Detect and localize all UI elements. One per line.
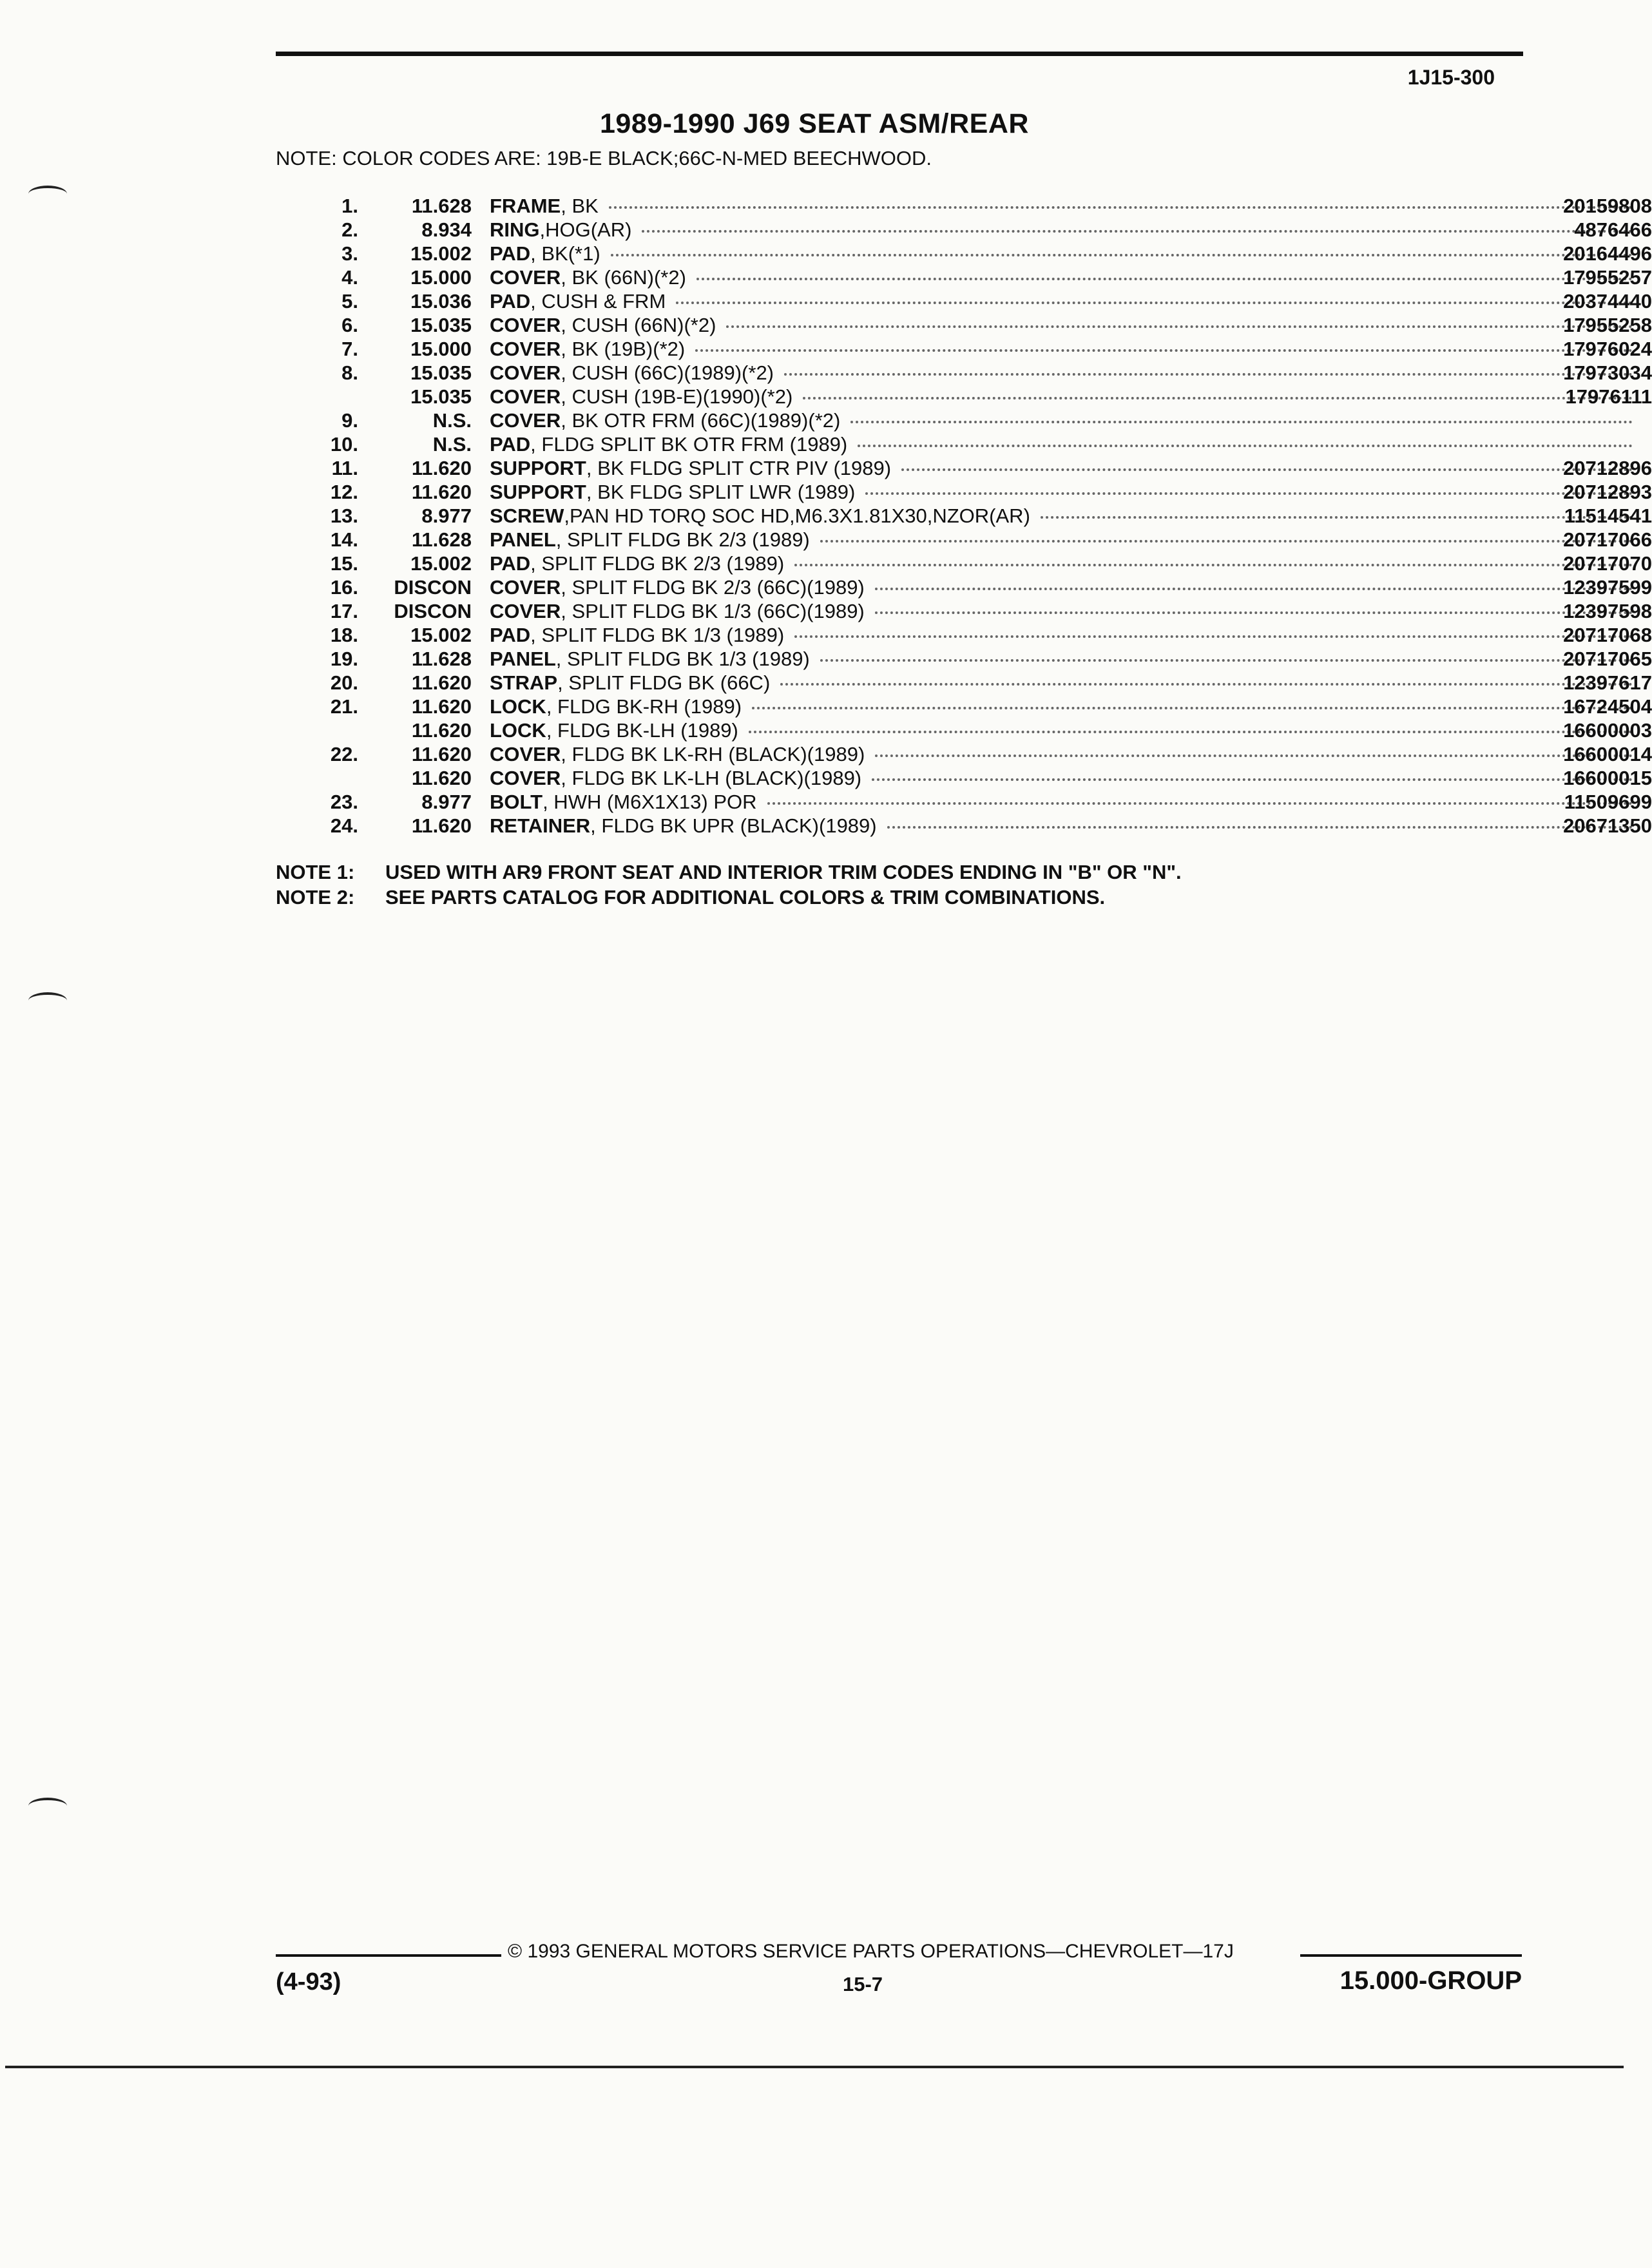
item-index: 11. bbox=[331, 457, 358, 479]
part-description bbox=[490, 528, 1639, 552]
part-description bbox=[490, 218, 1639, 242]
top-rule bbox=[276, 52, 1523, 56]
part-name: PAD bbox=[490, 290, 531, 312]
part-row bbox=[283, 552, 1652, 575]
part-name: COVER bbox=[490, 576, 561, 599]
dot-leader bbox=[803, 397, 1633, 399]
part-detail: , BK OTR FRM (66C)(1989)(*2) bbox=[561, 409, 841, 432]
footer-rule-right bbox=[1300, 1954, 1522, 1957]
group-number: 8.977 bbox=[421, 791, 472, 813]
part-name: COVER bbox=[490, 409, 561, 432]
part-detail: , FLDG BK-LH (1989) bbox=[546, 719, 738, 742]
dot-leader bbox=[749, 731, 1633, 733]
part-number: 12397598 bbox=[1563, 600, 1652, 622]
part-description bbox=[490, 504, 1639, 528]
part-name: COVER bbox=[490, 314, 561, 336]
part-description bbox=[490, 432, 1639, 456]
dot-leader bbox=[784, 373, 1633, 376]
part-description bbox=[490, 265, 1639, 289]
part-name: PAD bbox=[490, 433, 531, 456]
part-row bbox=[283, 766, 1652, 790]
part-number: 17976111 bbox=[1565, 385, 1652, 408]
dot-leader bbox=[820, 659, 1633, 662]
item-index: 18. bbox=[330, 624, 358, 646]
part-detail: , BK bbox=[561, 195, 599, 217]
group-number: DISCON bbox=[394, 600, 472, 622]
part-name: COVER bbox=[490, 361, 561, 384]
part-name: PANEL bbox=[490, 528, 556, 551]
part-name: SUPPORT bbox=[490, 457, 586, 479]
item-index: 15. bbox=[330, 552, 358, 575]
page-code: 1J15-300 bbox=[1407, 66, 1495, 89]
part-name: COVER bbox=[490, 743, 561, 765]
part-name: PAD bbox=[490, 242, 531, 265]
part-row bbox=[283, 337, 1652, 361]
part-name: COVER bbox=[490, 266, 561, 289]
part-name: PAD bbox=[490, 552, 531, 575]
punch-hole-mark bbox=[28, 186, 67, 202]
part-name: FRAME bbox=[490, 195, 561, 217]
part-detail: , BK (66N)(*2) bbox=[561, 266, 686, 289]
part-row bbox=[283, 289, 1652, 313]
part-name: COVER bbox=[490, 600, 561, 622]
part-row bbox=[283, 242, 1652, 265]
part-description bbox=[490, 242, 1639, 265]
part-row bbox=[283, 528, 1652, 552]
part-detail: , SPLIT FLDG BK 2/3 (1989) bbox=[530, 552, 785, 575]
item-index: 21. bbox=[330, 695, 358, 718]
group-number: N.S. bbox=[432, 433, 472, 456]
part-row bbox=[283, 456, 1652, 480]
item-index: 17. bbox=[330, 600, 358, 622]
part-description bbox=[490, 599, 1639, 623]
part-description bbox=[490, 814, 1639, 838]
part-description bbox=[490, 480, 1639, 504]
part-number: 16600014 bbox=[1563, 743, 1652, 765]
bottom-rule bbox=[5, 2066, 1624, 2068]
note-line bbox=[276, 885, 1182, 910]
item-index: 3. bbox=[341, 242, 358, 265]
note-label: NOTE 2: bbox=[276, 886, 355, 908]
part-row bbox=[283, 623, 1652, 647]
part-name: PAD bbox=[490, 624, 531, 646]
group-number: 11.620 bbox=[411, 767, 472, 789]
part-row bbox=[283, 361, 1652, 385]
group-number: 11.628 bbox=[411, 528, 472, 551]
part-detail: , SPLIT FLDG BK 1/3 (1989) bbox=[530, 624, 785, 646]
item-index: 24. bbox=[330, 814, 358, 837]
part-description bbox=[490, 289, 1639, 313]
group-number: 11.620 bbox=[411, 481, 472, 503]
part-name: RING bbox=[490, 218, 540, 241]
part-name: SUPPORT bbox=[490, 481, 586, 503]
dot-leader bbox=[609, 206, 1633, 209]
dot-leader bbox=[820, 540, 1633, 543]
group-code: 15.000-GROUP bbox=[1340, 1966, 1522, 1995]
group-number: 15.035 bbox=[410, 385, 472, 408]
group-number: 11.620 bbox=[411, 457, 472, 479]
part-number: 20717065 bbox=[1563, 648, 1652, 670]
part-detail: , CUSH (19B-E)(1990)(*2) bbox=[561, 385, 793, 408]
part-number: 17973034 bbox=[1563, 361, 1652, 384]
part-detail: ,PAN HD TORQ SOC HD,M6.3X1.81X30,NZOR(AR) bbox=[564, 505, 1030, 527]
part-number: 20374440 bbox=[1563, 290, 1652, 312]
part-description bbox=[490, 552, 1639, 575]
note-line bbox=[276, 860, 1182, 885]
part-description bbox=[490, 742, 1639, 766]
part-detail: , SPLIT FLDG BK 2/3 (1989) bbox=[555, 528, 810, 551]
footnotes bbox=[276, 860, 1182, 910]
part-description bbox=[490, 337, 1639, 361]
group-number: 11.620 bbox=[411, 695, 472, 718]
part-name: COVER bbox=[490, 385, 561, 408]
group-number: 8.977 bbox=[421, 505, 472, 527]
part-detail: , FLDG BK LK-RH (BLACK)(1989) bbox=[561, 743, 865, 765]
part-name: LOCK bbox=[490, 719, 546, 742]
part-description bbox=[490, 718, 1639, 742]
group-number: 15.000 bbox=[410, 266, 472, 289]
part-number: 20717066 bbox=[1563, 528, 1652, 551]
part-number: 16600003 bbox=[1563, 719, 1652, 742]
part-row bbox=[283, 575, 1652, 599]
part-number: 12397617 bbox=[1563, 671, 1652, 694]
part-row bbox=[283, 695, 1652, 718]
part-number: 11509699 bbox=[1564, 791, 1652, 813]
part-detail: , BK (19B)(*2) bbox=[561, 338, 686, 360]
part-description bbox=[490, 790, 1639, 814]
part-number: 20164496 bbox=[1563, 242, 1652, 265]
part-description bbox=[490, 194, 1639, 218]
part-description bbox=[490, 361, 1639, 385]
part-name: PANEL bbox=[490, 648, 556, 670]
dot-leader bbox=[676, 302, 1633, 304]
dot-leader bbox=[794, 635, 1633, 638]
group-number: 11.628 bbox=[411, 648, 472, 670]
dot-leader bbox=[726, 325, 1633, 328]
part-detail: , FLDG BK LK-LH (BLACK)(1989) bbox=[561, 767, 862, 789]
part-description bbox=[490, 623, 1639, 647]
part-name: STRAP bbox=[490, 671, 558, 694]
part-detail: , BK FLDG SPLIT CTR PIV (1989) bbox=[586, 457, 892, 479]
group-number: 15.002 bbox=[410, 624, 472, 646]
part-detail: , BK(*1) bbox=[530, 242, 600, 265]
part-row bbox=[283, 218, 1652, 242]
group-number: 15.035 bbox=[410, 361, 472, 384]
part-name: SCREW bbox=[490, 505, 564, 527]
part-description bbox=[490, 766, 1639, 790]
group-number: 8.934 bbox=[421, 218, 472, 241]
page-title: 1989-1990 J69 SEAT ASM/REAR bbox=[600, 108, 1029, 139]
group-number: 15.036 bbox=[410, 290, 472, 312]
item-index: 8. bbox=[341, 361, 358, 384]
part-description bbox=[490, 647, 1639, 671]
note-text: SEE PARTS CATALOG FOR ADDITIONAL COLORS & TRIM COMBINATIONS. bbox=[385, 886, 1106, 908]
part-name: BOLT bbox=[490, 791, 543, 813]
part-number: 17976024 bbox=[1563, 338, 1652, 360]
group-number: 15.035 bbox=[410, 314, 472, 336]
part-detail: , SPLIT FLDG BK (66C) bbox=[557, 671, 771, 694]
part-row bbox=[283, 385, 1652, 408]
group-number: 15.000 bbox=[410, 338, 472, 360]
item-index: 16. bbox=[330, 576, 358, 599]
part-description bbox=[490, 575, 1639, 599]
part-row bbox=[283, 671, 1652, 695]
part-description bbox=[490, 313, 1639, 337]
dot-leader bbox=[611, 254, 1633, 256]
parts-list bbox=[283, 194, 1652, 838]
part-row bbox=[283, 432, 1521, 456]
item-index: 22. bbox=[330, 743, 358, 765]
item-index: 1. bbox=[341, 195, 358, 217]
part-name: LOCK bbox=[490, 695, 546, 718]
group-number: N.S. bbox=[432, 409, 472, 432]
part-detail: , SPLIT FLDG BK 1/3 (66C)(1989) bbox=[561, 600, 865, 622]
group-number: DISCON bbox=[394, 576, 472, 599]
group-number: 11.620 bbox=[411, 671, 472, 694]
dot-leader bbox=[695, 349, 1633, 352]
part-description bbox=[490, 408, 1639, 432]
copyright-line: © 1993 GENERAL MOTORS SERVICE PARTS OPERATIONS—CHEVROLET—17J bbox=[508, 1941, 1234, 1962]
dot-leader bbox=[780, 683, 1633, 686]
part-detail: ,HOG(AR) bbox=[539, 218, 632, 241]
item-index: 2. bbox=[341, 218, 358, 241]
item-index: 7. bbox=[341, 338, 358, 360]
part-detail: , SPLIT FLDG BK 2/3 (66C)(1989) bbox=[561, 576, 865, 599]
part-number: 20671350 bbox=[1563, 814, 1652, 837]
part-row bbox=[283, 313, 1652, 337]
part-number: 20159808 bbox=[1563, 195, 1652, 217]
item-index: 19. bbox=[330, 648, 358, 670]
part-detail: , FLDG SPLIT BK OTR FRM (1989) bbox=[530, 433, 848, 456]
dot-leader bbox=[850, 421, 1633, 423]
part-row bbox=[283, 647, 1652, 671]
part-row bbox=[283, 194, 1652, 218]
item-index: 4. bbox=[341, 266, 358, 289]
part-row bbox=[283, 265, 1652, 289]
part-row bbox=[283, 504, 1652, 528]
group-number: 11.620 bbox=[411, 719, 472, 742]
part-detail: , FLDG BK UPR (BLACK)(1989) bbox=[590, 814, 877, 837]
item-index: 12. bbox=[330, 481, 358, 503]
part-detail: , CUSH (66C)(1989)(*2) bbox=[561, 361, 774, 384]
page-number: 15-7 bbox=[843, 1973, 883, 1995]
item-index: 9. bbox=[341, 409, 358, 432]
part-number: 20712893 bbox=[1563, 481, 1652, 503]
part-number: 17955258 bbox=[1563, 314, 1652, 336]
part-number: 20712896 bbox=[1563, 457, 1652, 479]
part-number: 20717070 bbox=[1563, 552, 1652, 575]
item-index: 14. bbox=[330, 528, 358, 551]
item-index: 5. bbox=[341, 290, 358, 312]
item-index: 23. bbox=[330, 791, 358, 813]
dot-leader bbox=[858, 445, 1633, 447]
part-number: 12397599 bbox=[1563, 576, 1652, 599]
part-row bbox=[283, 790, 1652, 814]
part-description bbox=[490, 385, 1639, 408]
item-index: 13. bbox=[330, 505, 358, 527]
part-number: 20717068 bbox=[1563, 624, 1652, 646]
part-row bbox=[283, 814, 1652, 838]
group-number: 15.002 bbox=[410, 242, 472, 265]
part-row bbox=[283, 599, 1652, 623]
part-detail: , CUSH (66N)(*2) bbox=[561, 314, 716, 336]
item-index: 20. bbox=[330, 671, 358, 694]
part-row bbox=[283, 742, 1652, 766]
part-row bbox=[283, 408, 1521, 432]
part-description bbox=[490, 695, 1639, 718]
note-label: NOTE 1: bbox=[276, 861, 355, 883]
dot-leader bbox=[696, 278, 1633, 280]
part-number: 4876466 bbox=[1574, 218, 1652, 241]
part-description bbox=[490, 456, 1639, 480]
part-detail: , BK FLDG SPLIT LWR (1989) bbox=[586, 481, 856, 503]
dot-leader bbox=[642, 230, 1633, 233]
punch-hole-mark bbox=[28, 992, 67, 1009]
part-detail: , HWH (M6X1X13) POR bbox=[543, 791, 757, 813]
part-detail: , FLDG BK-RH (1989) bbox=[546, 695, 742, 718]
part-name: RETAINER bbox=[490, 814, 591, 837]
part-name: COVER bbox=[490, 767, 561, 789]
part-row bbox=[283, 480, 1652, 504]
group-number: 11.620 bbox=[411, 743, 472, 765]
item-index: 10. bbox=[330, 433, 358, 456]
part-number: 11514541 bbox=[1564, 505, 1652, 527]
part-number: 16600015 bbox=[1563, 767, 1652, 789]
group-number: 11.628 bbox=[411, 195, 472, 217]
dot-leader bbox=[752, 707, 1633, 709]
punch-hole-mark bbox=[28, 1798, 67, 1814]
date-code: (4-93) bbox=[276, 1968, 341, 1995]
dot-leader bbox=[767, 802, 1633, 805]
group-number: 11.620 bbox=[411, 814, 472, 837]
color-code-note: NOTE: COLOR CODES ARE: 19B-E BLACK;66C-N-MED BEECHWOOD. bbox=[276, 147, 932, 169]
part-detail: , CUSH & FRM bbox=[530, 290, 666, 312]
part-description bbox=[490, 671, 1639, 695]
part-name: COVER bbox=[490, 338, 561, 360]
item-index: 6. bbox=[341, 314, 358, 336]
dot-leader bbox=[794, 564, 1633, 566]
note-text: USED WITH AR9 FRONT SEAT AND INTERIOR TRIM CODES ENDING IN "B" OR "N". bbox=[385, 861, 1182, 883]
group-number: 15.002 bbox=[410, 552, 472, 575]
part-row bbox=[283, 718, 1652, 742]
footer-rule-left bbox=[276, 1954, 501, 1957]
part-detail: , SPLIT FLDG BK 1/3 (1989) bbox=[555, 648, 810, 670]
part-number: 16724504 bbox=[1563, 695, 1652, 718]
part-number: 17955257 bbox=[1563, 266, 1652, 289]
